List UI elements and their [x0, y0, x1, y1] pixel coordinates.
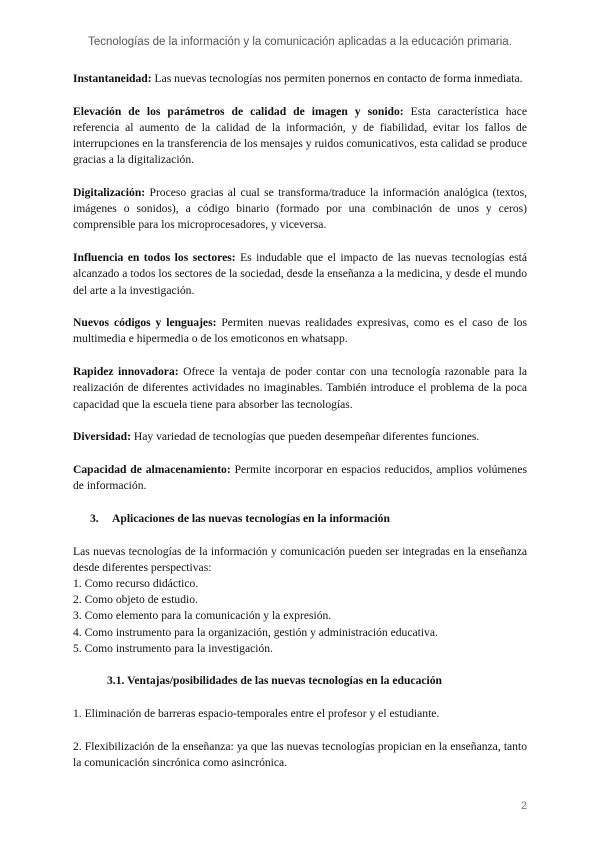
characteristic-term: Digitalización:: [73, 186, 146, 200]
characteristic-paragraph: [73, 104, 527, 169]
list-item: 3. Como elemento para la comunicación y la expresión.: [73, 609, 332, 623]
characteristic-paragraph: [73, 364, 527, 413]
section-intro: Las nuevas tecnologías de la información y comunicación pueden ser integradas en la enseñanza desde diferentes perspectivas:: [73, 544, 527, 574]
section-title: Aplicaciones de las nuevas tecnologías en la información: [112, 511, 390, 525]
list-item: 1. Como recurso didáctico.: [73, 576, 199, 590]
characteristic-text: Permiten nuevas realidades expresivas, como es el caso de los multimedia e hipermedia o de los emoticonos en whatsapp.: [73, 316, 527, 346]
applications-list: [73, 576, 527, 657]
list-item: 5. Como instrumento para la investigación.: [73, 641, 273, 655]
characteristic-paragraph: [73, 71, 527, 87]
subsection-heading: 3.1. Ventajas/posibilidades de las nuevas tecnologías en la educación: [107, 674, 442, 688]
document-body: [73, 71, 527, 788]
list-item: 4. Como instrumento para la organización, gestión y administración educativa.: [73, 625, 438, 639]
characteristic-term: Elevación de los parámetros de calidad de imagen y sonido:: [73, 104, 404, 118]
characteristic-term: Rapidez innovadora:: [73, 365, 179, 379]
advantage-paragraph: 1. Eliminación de barreras espacio-temporales entre el profesor y el estudiante.: [73, 707, 440, 721]
running-header: Tecnologías de la información y la comunicación aplicadas a la educación primaria.: [88, 36, 512, 48]
section-number: 3.: [90, 511, 99, 525]
characteristic-paragraph: [73, 185, 527, 234]
section-heading: [73, 511, 527, 527]
characteristic-text: Es indudable que el impacto de las nuevas tecnologías está alcanzado a todos los sectores de la sociedad, desde la enseñanza a la medicina, y desde el mundo del arte a la investigación.: [73, 251, 527, 297]
characteristic-text: Esta característica hace referencia al aumento de la calidad de la información, y de fiabilidad, evitar los fallos de interrupciones en la transferencia de los mensajes y ruidos comunicativos, esta calidad se produce gracias a la digitalización.: [73, 104, 527, 167]
characteristic-term: Instantaneidad:: [73, 72, 152, 85]
characteristic-text: Ofrece la ventaja de poder contar con una tecnología razonable para la realización de diferentes actividades no imaginables. También introduce el problema de la poca capacidad que la escuela tiene para absorber las tecnologías.: [73, 365, 527, 411]
characteristic-term: Diversidad:: [73, 430, 131, 444]
characteristic-text: Las nuevas tecnologías nos permiten ponernos en contacto de forma inmediata.: [154, 72, 523, 85]
page-number: 2: [520, 800, 527, 812]
characteristic-paragraph: [73, 315, 527, 347]
characteristic-text: Hay variedad de tecnologías que pueden desempeñar diferentes funciones.: [133, 430, 480, 444]
characteristic-text: Proceso gracias al cual se transforma/traduce la información analógica (textos, imágenes o sonidos), a código binario (formado por una combinación de unos y ceros) comprensible para los microprocesadores, y viceversa.: [73, 186, 527, 232]
characteristic-paragraph: [73, 462, 527, 494]
characteristic-text: Permite incorporar en espacios reducidos, amplios volúmenes de información.: [73, 462, 527, 493]
characteristic-term: Capacidad de almacenamiento:: [73, 462, 231, 476]
characteristic-term: Influencia en todos los sectores:: [73, 251, 236, 265]
list-item: 2. Como objeto de estudio.: [73, 593, 198, 607]
advantage-paragraph: 2. Flexibilización de la enseñanza: ya que las nuevas tecnologías propician en la enseñanza, tanto la comunicación sincrónica como asincrónica.: [73, 739, 527, 770]
characteristic-paragraph: [73, 250, 527, 299]
characteristic-paragraph: [73, 429, 527, 445]
characteristic-term: Nuevos códigos y lenguajes:: [73, 316, 217, 330]
